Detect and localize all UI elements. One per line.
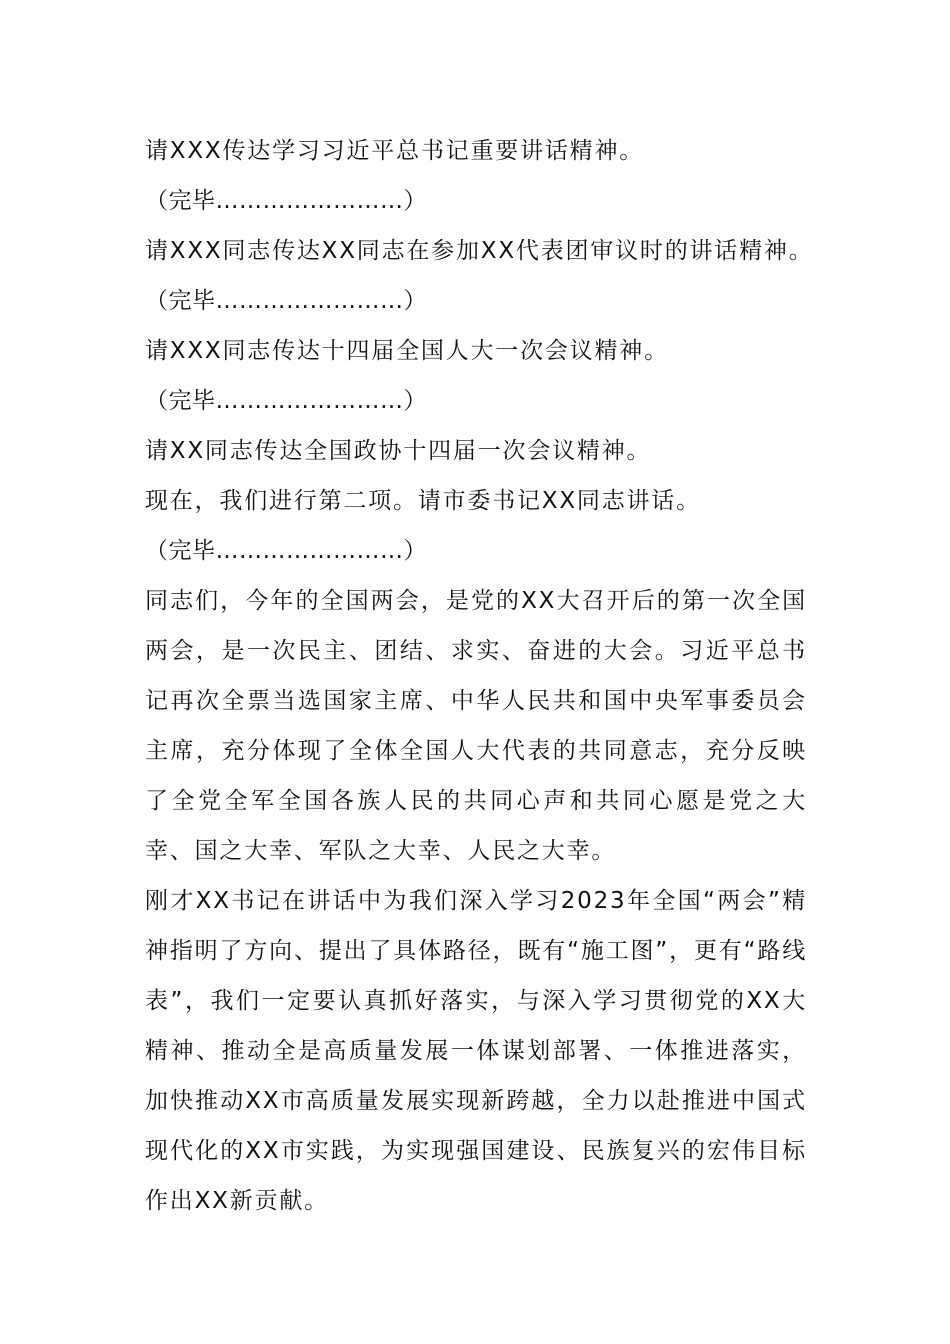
end-marker-1: （完毕……………………） — [145, 188, 427, 214]
agenda-line-4: 请XX同志传达全国政协十四届一次会议精神。 — [145, 438, 652, 464]
document-body — [145, 126, 825, 1226]
end-marker-3: （完毕……………………） — [145, 388, 427, 414]
end-marker-4: （完毕……………………） — [145, 538, 427, 564]
paragraph-2: 刚才XX书记在讲话中为我们深入学习2023年全国“两会”精神指明了方向、提出了具体路径，既有“施工图”，更有“路线表”，我们一定要认真抓好落实，与深入学习贯彻党的XX大精神、推动全是高质量发展一体谋划部署、一体推进落实，加快推动XX市高质量发展实现新跨越，全力以赴推进中国式现代化的XX市实践，为实现强国建设、民族复兴的宏伟目标作出XX新贡献。 — [145, 888, 807, 1214]
paragraph-1: 同志们，今年的全国两会，是党的XX大召开后的第一次全国两会，是一次民主、团结、求实、奋进的大会。习近平总书记再次全票当选国家主席、中华人民共和国中央军事委员会主席，充分体现了全体全国人大代表的共同意志，充分反映了全党全军全国各族人民的共同心声和共同心愿是党之大幸、国之大幸、军队之大幸、人民之大幸。 — [145, 588, 807, 864]
agenda-line-1: 请XXX传达学习习近平总书记重要讲话精神。 — [145, 138, 645, 164]
agenda-line-5: 现在，我们进行第二项。请市委书记XX同志讲话。 — [145, 488, 701, 514]
agenda-line-3: 请XXX同志传达十四届全国人大一次会议精神。 — [145, 338, 669, 364]
end-marker-2: （完毕……………………） — [145, 288, 427, 314]
agenda-line-2: 请XXX同志传达XX同志在参加XX代表团审议时的讲话精神。 — [145, 238, 814, 264]
